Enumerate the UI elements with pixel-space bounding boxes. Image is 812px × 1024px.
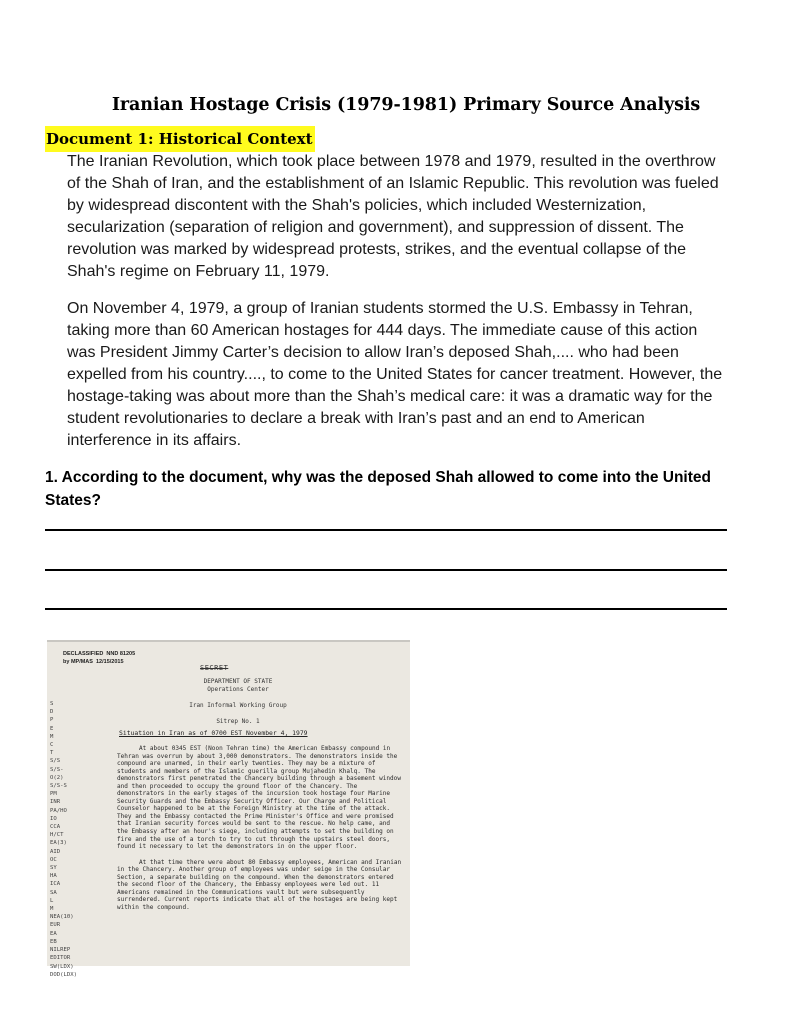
distribution-entry: SY — [50, 865, 57, 872]
distribution-entry: DOD(LDX) — [50, 971, 77, 978]
distribution-entry: S/S — [50, 758, 61, 765]
context-paragraph-2: On November 4, 1979, a group of Iranian students stormed the U.S. Embassy in Tehran, taking more than 60 American hostages for 444 days. The immediate cause of this action was President Jimmy Carter’s decision to allow Iran’s deposed Shah,.... who had been expelled from his country...., to come to the United States for cancer treatment. However, the hostage-taking was about more than the Shah’s medical care: it was a dramatic way for the student revolutionaries to declare a break with Iran’s past and an end to American interference in its affairs. — [67, 300, 723, 449]
distribution-list — [50, 700, 76, 979]
header-line — [131, 694, 345, 702]
distribution-entry: CCA — [50, 824, 61, 831]
distribution-entry: L — [50, 897, 54, 904]
context-paragraph-1: The Iranian Revolution, which took place between 1978 and 1979, resulted in the overthrow of the Shah of Iran, and the establishment of an Islamic Republic. This revolution was fueled by widespread discontent with the Shah's policies, which included Westernization, secularization (separation of religion and government), and suppression of dissent. The revolution was marked by widespread protests, strikes, and the eventual collapse of the Shah's regime on February 11, 1979. — [67, 153, 719, 280]
answer-line[interactable] — [45, 529, 727, 531]
distribution-entry: NEA(10) — [50, 914, 74, 921]
distribution-entry: P — [50, 717, 54, 724]
header-line: Iran Informal Working Group — [189, 702, 287, 709]
sitrep-paragraph: At about 0345 EST (Noon Tehran time) the American Embassy compound in Tehran was overrun by about 3,000 demonstrators. The demonstrators inside the compound are unarmed, in their early twenties. They may be a mixture of students and members of the Islamic guerilla group Mujahedin Khalq. The demonstrators first penetrated the Chancery building through a basement window and then proceeded to occupy the ground floor of the Chancery. The demonstrators in the early stages of the incursion took hostage four Marine Security Guards and the Embassy Security Officer. Our Charge and Political Counselor happened to be at the Foreign Ministry at the time of the attack. They and the Embassy contacted the Prime Minister's Office and were promised that Iranian security forces would be sent to the rescue. No help came, and the Embassy after an hour's siege, including attempts to set the building on fire and the use of a torch to try to cut through the upstairs steel doors, found it necessary to let the demonstrators in on the upper floor. — [117, 745, 401, 851]
distribution-entry: C — [50, 742, 54, 749]
sitrep-header — [131, 678, 345, 726]
scanned-state-department-sitrep — [47, 640, 410, 978]
distribution-entry: H/CT — [50, 832, 64, 839]
distribution-entry: OC — [50, 856, 57, 863]
answer-line[interactable] — [45, 608, 727, 610]
secret-mark: SECRET — [200, 664, 229, 672]
header-line: DEPARTMENT OF STATE — [203, 678, 273, 685]
declassified-stamp: DECLASSIFIED NND 81205 by MP/MAS 12/15/2015 — [63, 651, 136, 665]
distribution-entry: S — [50, 701, 54, 707]
distribution-entry: EB — [50, 938, 57, 945]
distribution-entry: EDITOR — [50, 955, 71, 962]
distribution-entry: T — [50, 750, 54, 757]
distribution-entry: PM — [50, 791, 57, 798]
sitrep-paragraph: At that time there were about 80 Embassy employees, American and Iranian in the Chancery. Another group of employees was under seige in the Consular Section, a separate building on the compound. When the demonstrators entered the second floor of the Chancery, the Embassy employees were led out. 11 Americans remained in the Communications vault but were subsequently surrendered. Current reports indicate that all of the hostages are being kept within the compound. — [117, 858, 402, 911]
distribution-entry: SW(LDX) — [50, 963, 74, 970]
distribution-entry: D — [50, 709, 54, 716]
sitrep-subject: Situation in Iran as of 0700 EST November 4, 1979 — [119, 729, 308, 737]
distribution-entry: HA — [50, 873, 57, 880]
distribution-entry: ICA — [50, 881, 61, 888]
distribution-entry: IO — [50, 815, 57, 822]
header-line: Operations Center — [207, 686, 269, 693]
distribution-entry: E — [50, 725, 54, 732]
distribution-entry: EUR — [50, 922, 61, 929]
distribution-entry: AID — [50, 848, 61, 855]
question-1: 1. According to the document, why was the deposed Shah allowed to come into the United States? — [45, 469, 711, 509]
answer-line[interactable] — [45, 569, 727, 571]
distribution-entry: EA(3) — [50, 840, 67, 847]
distribution-entry: M — [50, 733, 54, 740]
distribution-entry: S/S-O(2) — [50, 766, 64, 781]
distribution-entry: INR — [50, 799, 61, 806]
header-line — [131, 710, 345, 718]
distribution-entry: S/S-S — [50, 783, 67, 790]
distribution-entry: SA — [50, 889, 57, 896]
distribution-entry: NILREP — [50, 947, 71, 954]
sitrep-body — [117, 745, 403, 919]
section-heading: Document 1: Historical Context — [45, 126, 315, 152]
distribution-entry: EA — [50, 930, 57, 937]
distribution-entry: M — [50, 906, 54, 913]
distribution-entry: PA/HO — [50, 807, 67, 814]
page-title: Iranian Hostage Crisis (1979-1981) Primary Source Analysis — [111, 95, 701, 115]
header-line: Sitrep No. 1 — [216, 718, 260, 725]
